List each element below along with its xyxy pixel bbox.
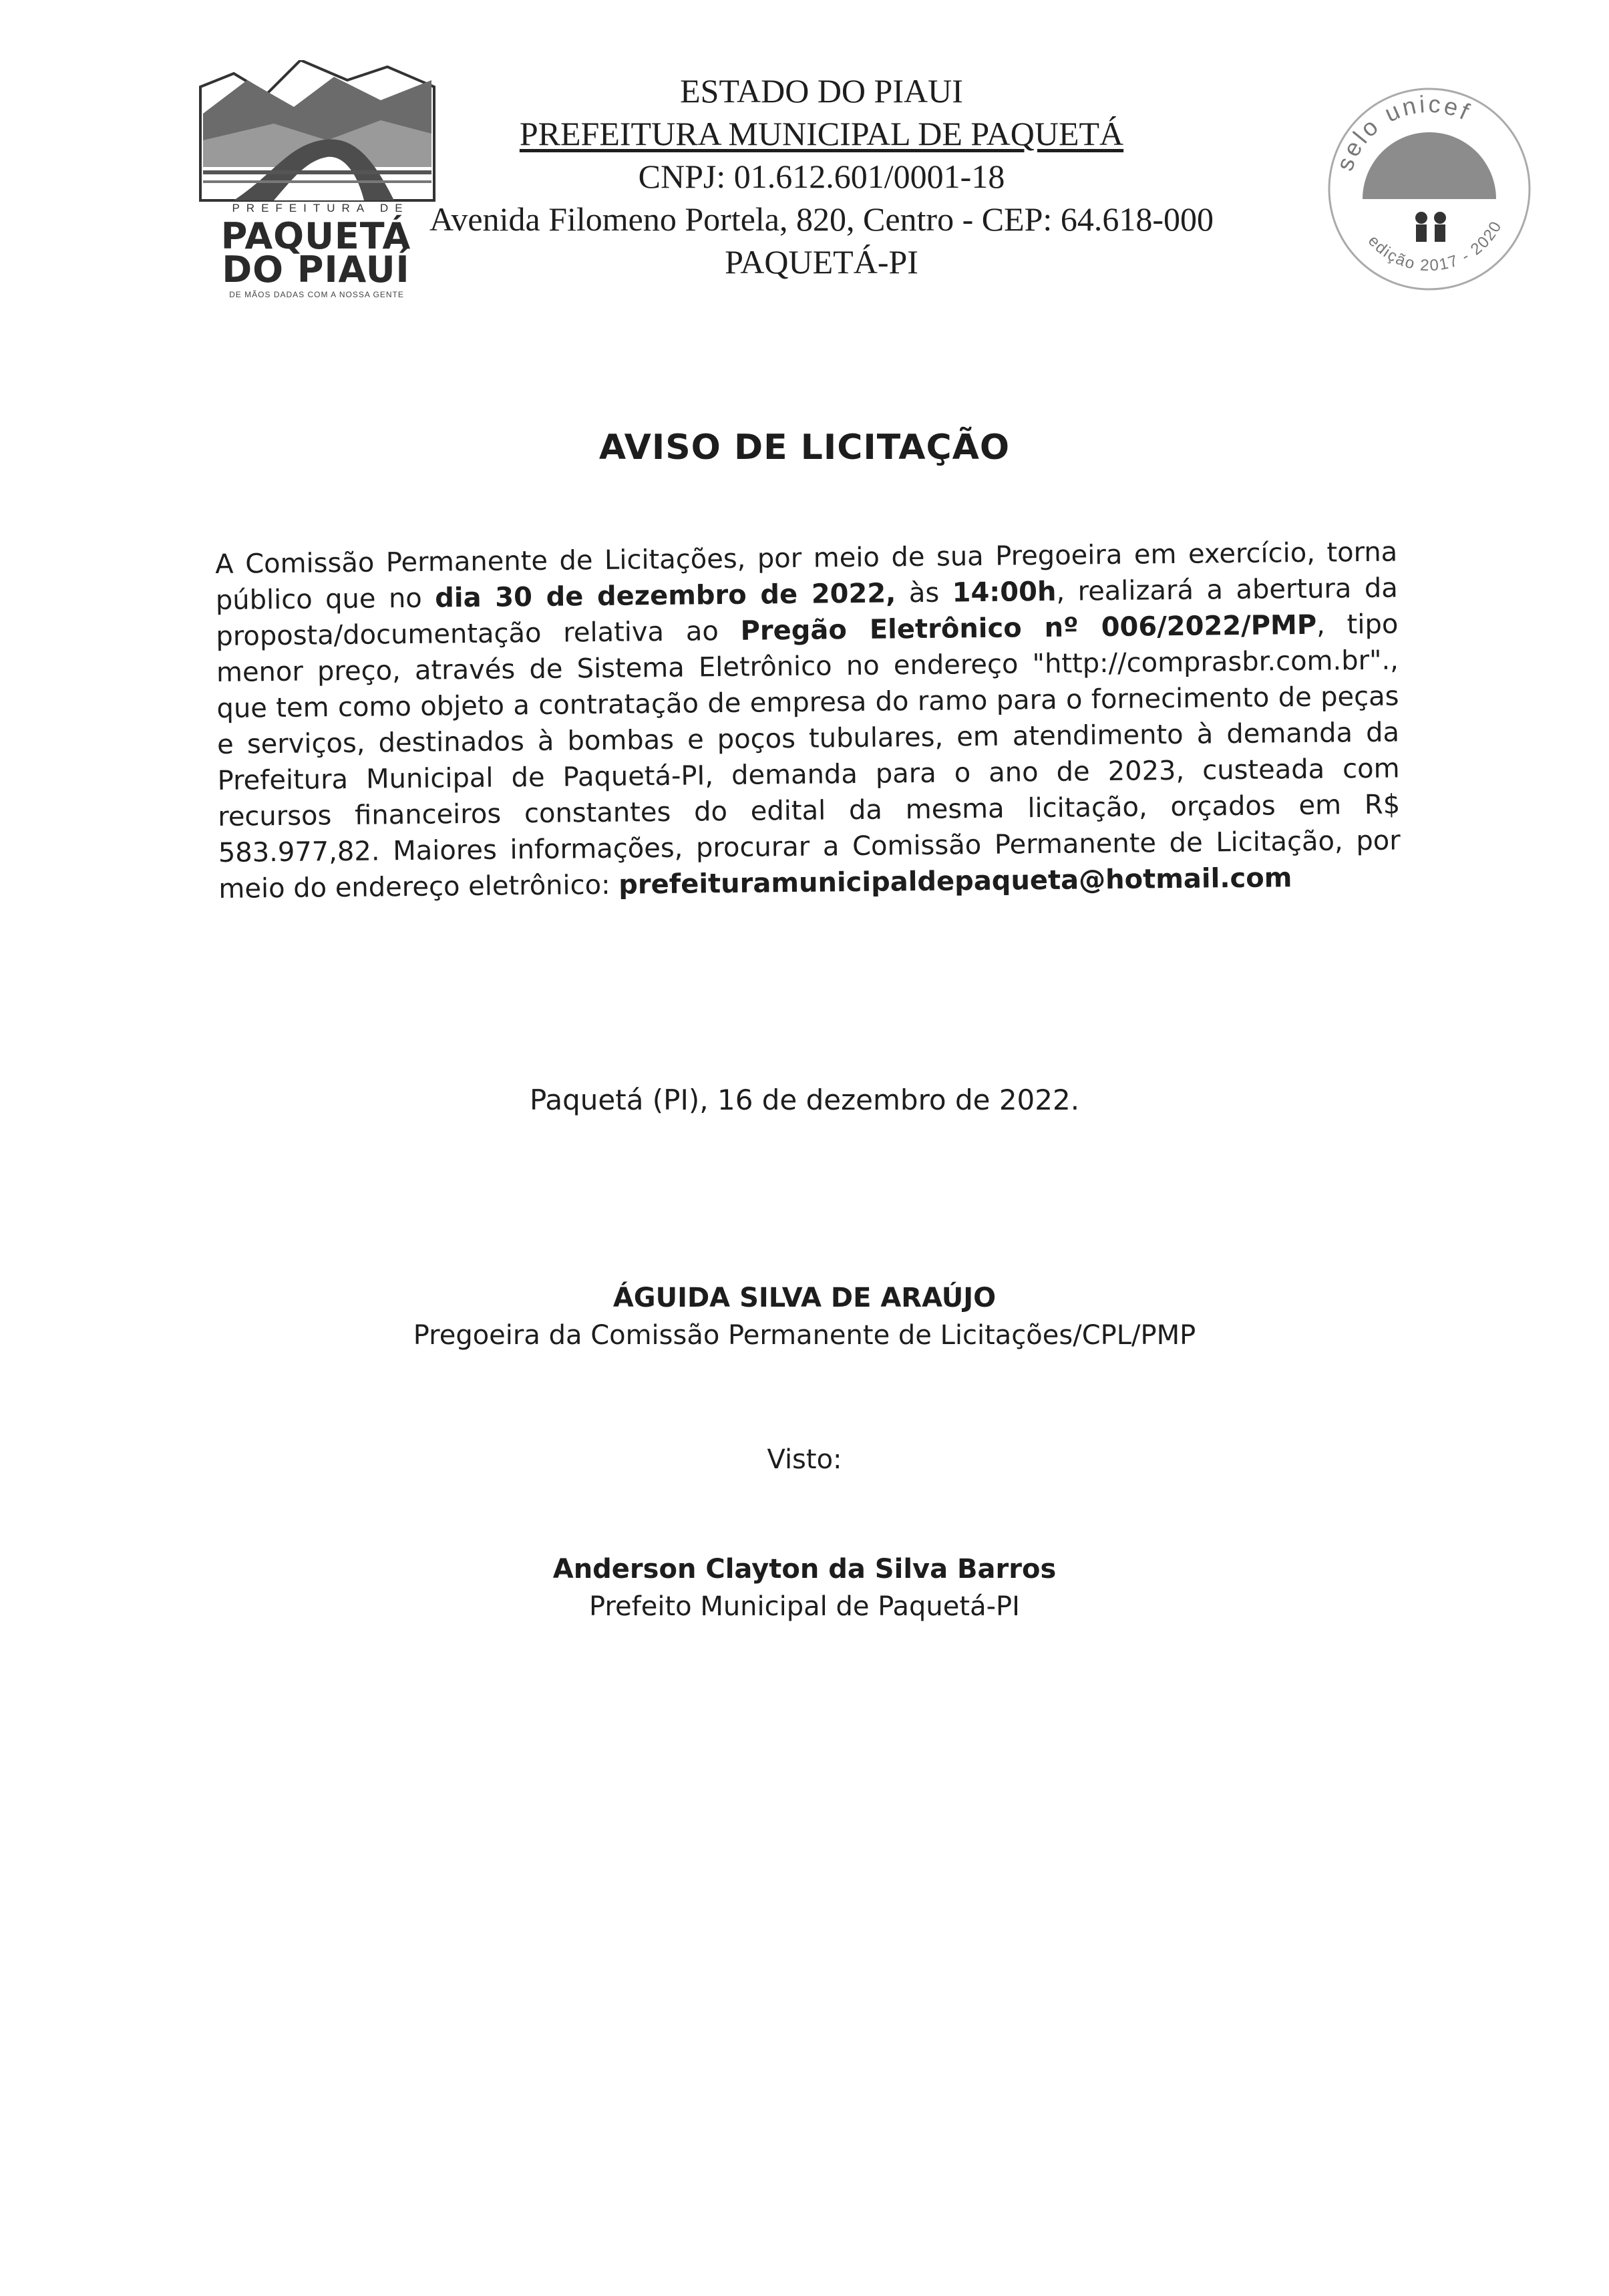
body-text-4: , tipo menor preço, através de Sistema Eletrônico no endereço "http://comprasbr.com.br"., que tem como objeto a contratação de empresa do ramo para o fornecimento de peças e serviços, destinados à bombas e poços tubulares, em atendimento à demanda da Prefeitura Municipal de Paquetá-PI, demanda para o ano de 2023, custeada com recursos financeiros constantes do edital da mesma licitação, orçados em R$ 583.977,82. Maiores informações, procurar a Comissão Permanente de Licitação, por meio do endereço eletrônico: — [216, 609, 1401, 905]
prefeitura-name: PREFEITURA MUNICIPAL DE PAQUETÁ — [519, 115, 1124, 152]
body-bold-time: 14:00h — [952, 576, 1057, 609]
city: PAQUETÁ-PI — [725, 243, 918, 281]
logo-tagline: DE MÃOS DADAS COM A NOSSA GENTE — [229, 290, 404, 299]
seal-top-text: selo unicef — [1330, 90, 1476, 174]
state-name: ESTADO DO PIAUI — [680, 72, 963, 110]
body-text-1: A Comissão Permanente de Licitações, por meio de sua Pregoeira em exercício, torna público que no — [215, 536, 1398, 616]
body-bold-date: dia 30 de dezembro de 2022, — [434, 578, 896, 614]
notice-paragraph — [215, 534, 1401, 907]
body-bold-email: prefeituramunicipaldepaqueta@hotmail.com — [618, 862, 1292, 900]
unicef-seal — [1309, 79, 1550, 299]
body-text-2: às — [896, 577, 952, 609]
seal-bottom-text: edição 2017 - 2020 — [1364, 217, 1506, 275]
prefeito-role: Prefeito Municipal de Paquetá-PI — [589, 1591, 1020, 1622]
body-bold-pregao: Pregão Eletrônico nº 006/2022/PMP — [740, 609, 1317, 647]
municipal-logo — [194, 60, 441, 301]
document-title: AVISO DE LICITAÇÃO — [598, 428, 1011, 468]
logo-landscape-graphic — [194, 60, 441, 207]
logo-prefeitura-text: PREFEITURA DE — [232, 202, 409, 214]
pregoeira-role: Pregoeira da Comissão Permanente de Licitações/CPL/PMP — [413, 1320, 1196, 1351]
visto-label: Visto: — [767, 1444, 842, 1475]
logo-do-piaui-text: DO PIAUÍ — [222, 249, 410, 291]
cnpj: CNPJ: 01.612.601/0001-18 — [638, 158, 1005, 195]
pregoeira-name: ÁGUIDA SILVA DE ARAÚJO — [612, 1283, 997, 1313]
logo-paqueta-text: PAQUETÁ — [220, 215, 411, 257]
document-date: Paquetá (PI), 16 de dezembro de 2022. — [529, 1084, 1080, 1116]
prefeito-name: Anderson Clayton da Silva Barros — [552, 1554, 1057, 1585]
seal-graphic — [1309, 79, 1550, 299]
letterhead — [427, 69, 1216, 283]
address: Avenida Filomeno Portela, 820, Centro - CEP: 64.618-000 — [429, 200, 1214, 238]
body-text-3: , realizará a abertura da proposta/documentação relativa ao — [216, 572, 1398, 652]
